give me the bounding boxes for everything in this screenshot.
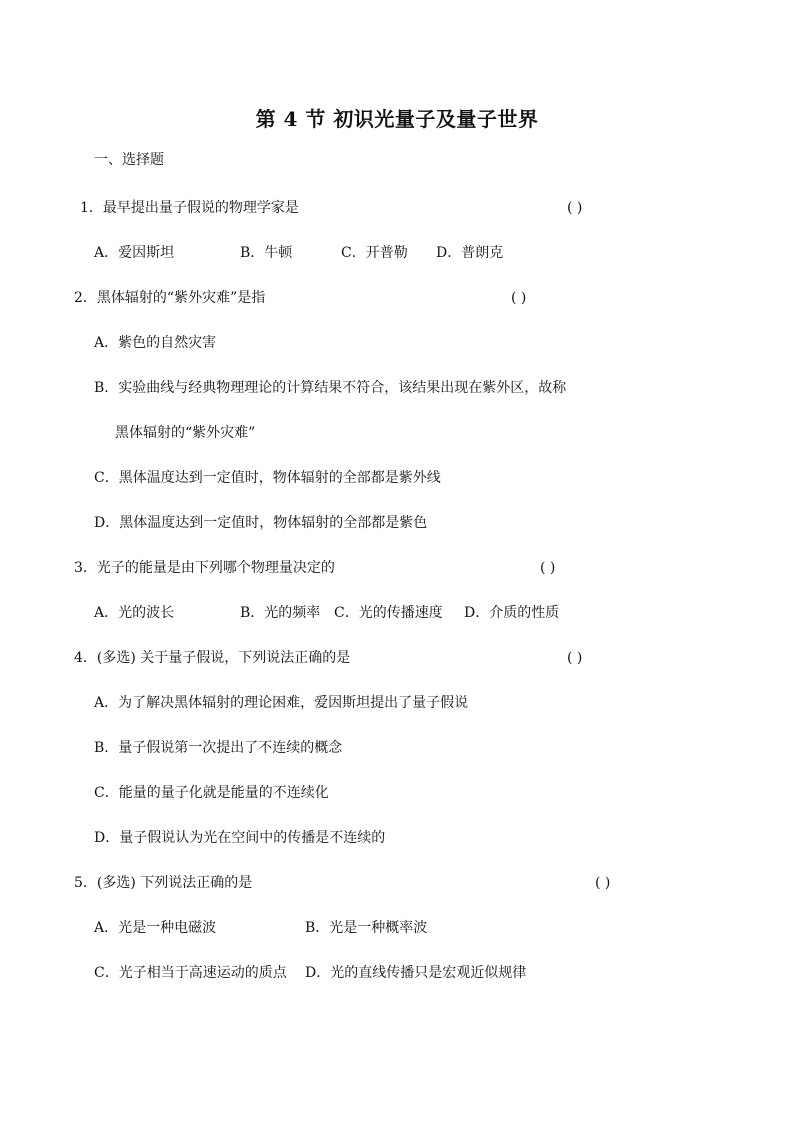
question-4-stem: 4．(多选) 关于量子假说，下列说法正确的是 xyxy=(74,650,351,666)
q5-option-d: D．光的直线传播只是宏观近似规律 xyxy=(305,965,527,981)
answer-bracket: ( ) xyxy=(540,560,556,576)
answer-bracket: ( ) xyxy=(567,200,583,216)
question-1-stem: 1．最早提出量子假说的物理学家是 xyxy=(80,200,299,216)
q3-option-a: A．光的波长 xyxy=(94,605,175,621)
q4-option-d: D．量子假说认为光在空间中的传播是不连续的 xyxy=(94,830,386,846)
q2-option-a: A．紫色的自然灾害 xyxy=(94,335,217,351)
question-5-stem: 5．(多选) 下列说法正确的是 xyxy=(74,875,253,891)
q2-option-d: D．黑体温度达到一定值时，物体辐射的全部都是紫色 xyxy=(94,515,428,531)
section-heading: 一、选择题 xyxy=(94,152,164,168)
q4-option-a: A．为了解决黑体辐射的理论困难，爱因斯坦提出了量子假说 xyxy=(94,695,469,711)
page-title: 第 4 节 初识光量子及量子世界 xyxy=(255,107,539,131)
q2-option-b-continued: 黑体辐射的“紫外灾难” xyxy=(115,425,256,441)
q5-option-a: A．光是一种电磁波 xyxy=(94,920,217,936)
q3-option-d: D．介质的性质 xyxy=(464,605,560,621)
q1-option-b: B．牛顿 xyxy=(240,245,293,261)
q5-option-c: C．光子相当于高速运动的质点 xyxy=(94,965,287,981)
q1-option-d: D．普朗克 xyxy=(436,245,504,261)
q1-option-a: A．爱因斯坦 xyxy=(94,245,175,261)
q2-option-c: C．黑体温度达到一定值时，物体辐射的全部都是紫外线 xyxy=(94,470,441,486)
q4-option-c: C．能量的量子化就是能量的不连续化 xyxy=(94,785,329,801)
q4-option-b: B．量子假说第一次提出了不连续的概念 xyxy=(94,740,343,756)
answer-bracket: ( ) xyxy=(511,290,527,306)
q1-option-c: C．开普勒 xyxy=(341,245,408,261)
q2-option-b: B．实验曲线与经典物理理论的计算结果不符合，该结果出现在紫外区，故称 xyxy=(94,380,567,396)
q5-option-b: B．光是一种概率波 xyxy=(305,920,428,936)
answer-bracket: ( ) xyxy=(567,650,583,666)
answer-bracket: ( ) xyxy=(595,875,611,891)
q3-option-c: C．光的传播速度 xyxy=(334,605,443,621)
question-3-stem: 3．光子的能量是由下列哪个物理量决定的 xyxy=(74,560,335,576)
q3-option-b: B．光的频率 xyxy=(240,605,321,621)
question-2-stem: 2．黑体辐射的“紫外灾难”是指 xyxy=(74,290,266,306)
